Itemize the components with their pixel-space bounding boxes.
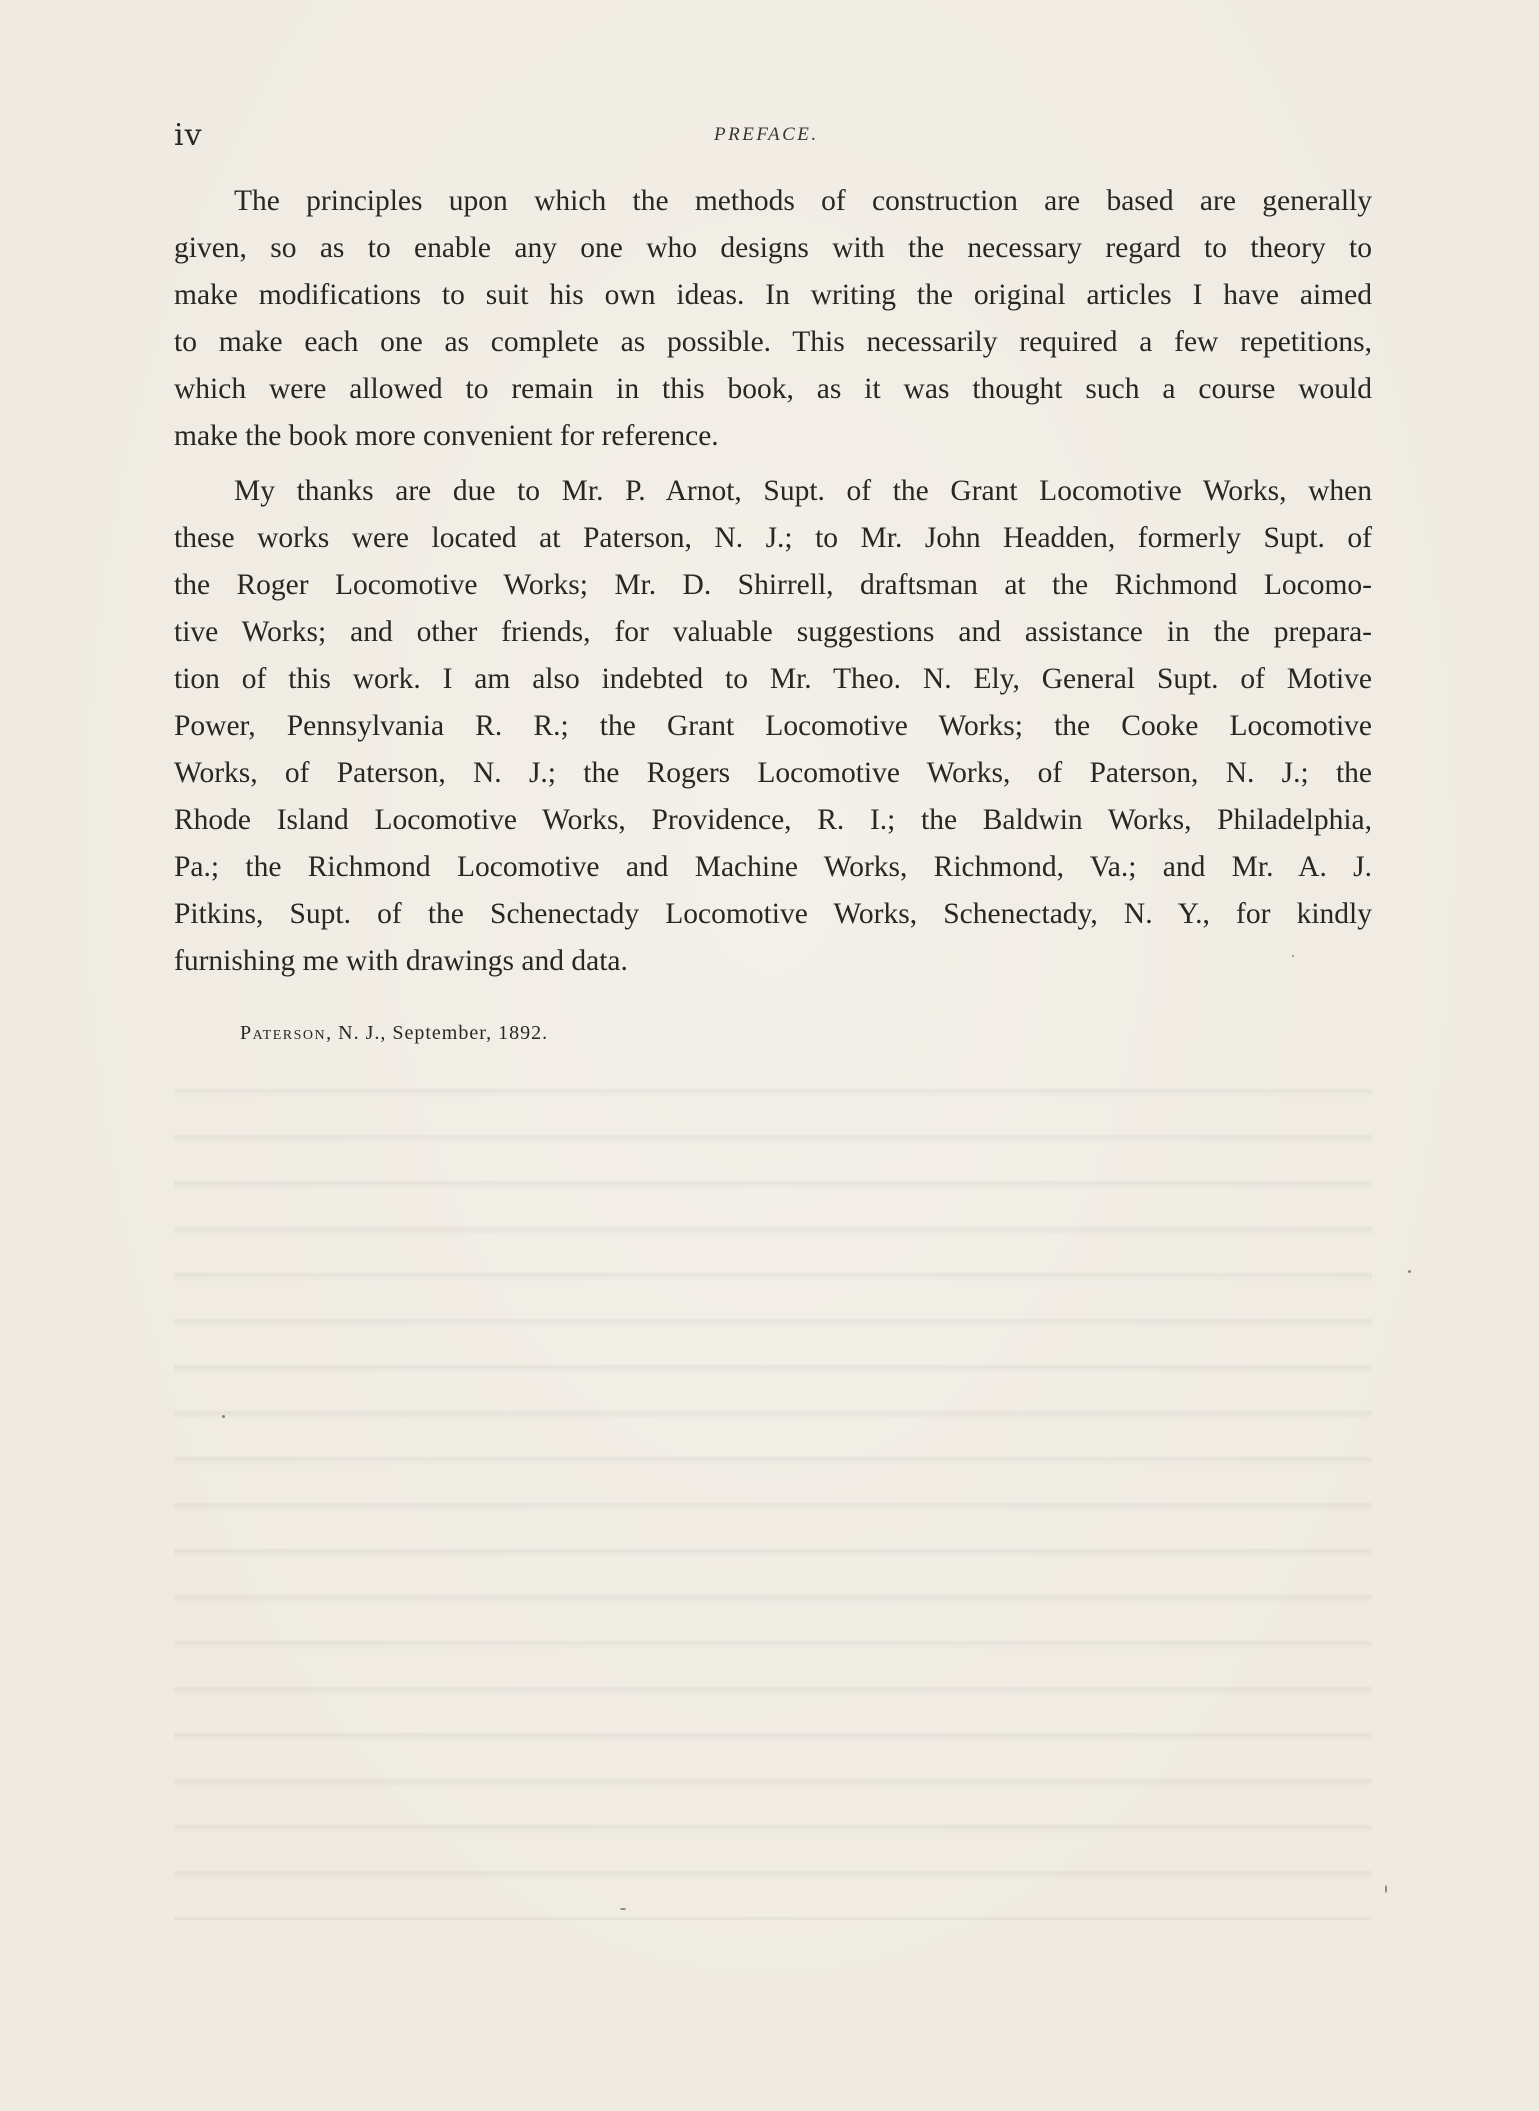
signature-place: Paterson: [240, 1022, 327, 1044]
text-line: the Roger Locomotive Works; Mr. D. Shirrell, draftsman at the Richmond Locomo-: [174, 569, 1372, 601]
text-line: Power, Pennsylvania R. R.; the Grant Locomotive Works; the Cooke Locomotive: [174, 710, 1372, 742]
signature-date: , N. J., September, 1892.: [326, 1022, 549, 1044]
paper-speck: [1385, 1885, 1387, 1893]
text-line: tion of this work. I am also indebted to Mr. Theo. N. Ely, General Supt. of Motive: [174, 663, 1372, 695]
text-line: My thanks are due to Mr. P. Arnot, Supt. of the Grant Locomotive Works, when: [234, 475, 1372, 507]
text-line: The principles upon which the methods of construction are based are generally: [234, 185, 1372, 217]
paper-speck: [222, 1415, 225, 1418]
paper-speck: [1408, 1270, 1411, 1273]
text-line: Works, of Paterson, N. J.; the Rogers Locomotive Works, of Paterson, N. J.; the: [174, 757, 1372, 789]
running-head: [174, 118, 1374, 158]
paper-speck: [620, 1908, 626, 1910]
text-line: furnishing me with drawings and data.: [174, 945, 628, 977]
text-line: to make each one as complete as possible. This necessarily required a few repetitions,: [174, 326, 1372, 358]
paragraph-2: [174, 468, 1372, 985]
paragraph-1: [174, 178, 1372, 460]
text-line: Pa.; the Richmond Locomotive and Machine Works, Richmond, Va.; and Mr. A. J.: [174, 851, 1372, 883]
signature-line: [240, 1022, 548, 1045]
text-line: make modifications to suit his own ideas. In writing the original articles I have aimed: [174, 279, 1372, 311]
section-title: PREFACE.: [714, 124, 819, 145]
body-text: [174, 178, 1372, 993]
text-line: make the book more convenient for reference.: [174, 420, 719, 452]
text-line: Rhode Island Locomotive Works, Providence, R. I.; the Baldwin Works, Philadelphia,: [174, 804, 1372, 836]
text-line: which were allowed to remain in this book, as it was thought such a course would: [174, 373, 1372, 405]
page-number: iv: [174, 118, 203, 153]
show-through-texture: [174, 1060, 1372, 1920]
paper-speck: [1292, 955, 1294, 957]
text-line: tive Works; and other friends, for valuable suggestions and assistance in the prepara-: [174, 616, 1372, 648]
text-line: Pitkins, Supt. of the Schenectady Locomotive Works, Schenectady, N. Y., for kindly: [174, 898, 1372, 930]
text-line: given, so as to enable any one who designs with the necessary regard to theory to: [174, 232, 1372, 264]
text-line: these works were located at Paterson, N. J.; to Mr. John Headden, formerly Supt. of: [174, 522, 1372, 554]
